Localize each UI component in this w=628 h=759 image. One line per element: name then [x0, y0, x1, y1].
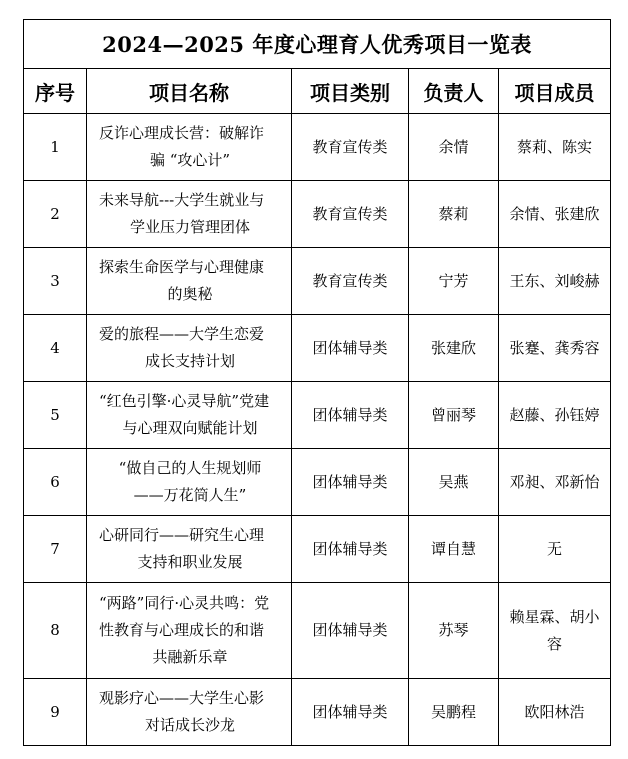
project-name-line: 骗 “攻心计”	[149, 151, 231, 169]
row-leader: 余情	[409, 114, 499, 181]
row-category: 团体辅导类	[292, 679, 409, 746]
row-leader: 吴燕	[409, 449, 499, 516]
header-project-name: 项目名称	[87, 69, 292, 114]
row-members: 余情、张建欣	[499, 181, 611, 248]
table-row	[24, 516, 611, 583]
row-category: 教育宣传类	[292, 114, 409, 181]
project-table-sheet	[23, 19, 611, 746]
table-row	[24, 679, 611, 746]
row-members: 王东、刘峻赫	[499, 248, 611, 315]
row-no: 7	[24, 516, 87, 583]
row-no: 9	[24, 679, 87, 746]
row-no: 8	[24, 583, 87, 679]
project-name-line: ——万花筒人生”	[133, 486, 247, 504]
row-category: 团体辅导类	[292, 516, 409, 583]
row-project-name	[87, 382, 292, 449]
table-title: 2024—2025 年度心理育人优秀项目一览表	[24, 20, 611, 69]
row-members: 蔡莉、陈实	[499, 114, 611, 181]
project-name-line: 心研同行——研究生心理	[99, 526, 265, 544]
project-name-line: 对话成长沙龙	[144, 716, 235, 734]
row-members	[499, 583, 611, 679]
row-category: 团体辅导类	[292, 315, 409, 382]
row-category: 团体辅导类	[292, 583, 409, 679]
row-members: 赵藤、孙钰婷	[499, 382, 611, 449]
row-project-name	[87, 516, 292, 583]
row-no: 6	[24, 449, 87, 516]
project-name-line: “做自己的人生规划师	[118, 459, 262, 477]
header-leader: 负责人	[409, 69, 499, 114]
project-name-line: 成长支持计划	[144, 352, 235, 370]
project-name-line: 爱的旅程——大学生恋爱	[99, 325, 265, 343]
table-row	[24, 382, 611, 449]
table-row	[24, 583, 611, 679]
row-project-name	[87, 248, 292, 315]
project-name-line: 性教育与心理成长的和谐	[99, 621, 265, 639]
project-table	[23, 19, 611, 746]
project-name-line: 的奥秘	[167, 285, 213, 303]
project-name-line: 与心理双向赋能计划	[122, 419, 258, 437]
row-project-name	[87, 181, 292, 248]
row-leader: 曾丽琴	[409, 382, 499, 449]
row-members: 邓昶、邓新怡	[499, 449, 611, 516]
row-members: 张蹇、龚秀容	[499, 315, 611, 382]
header-row	[24, 69, 611, 114]
row-project-name	[87, 679, 292, 746]
row-project-name	[87, 114, 292, 181]
row-category: 团体辅导类	[292, 449, 409, 516]
header-no: 序号	[24, 69, 87, 114]
project-name-line: 反诈心理成长营：破解诈	[99, 124, 265, 142]
row-leader: 吴鹏程	[409, 679, 499, 746]
row-leader: 张建欣	[409, 315, 499, 382]
project-name-line: “红色引擎·心灵导航”党建	[99, 392, 270, 410]
project-name-line: 未来导航---大学生就业与	[99, 191, 265, 209]
row-leader: 苏琴	[409, 583, 499, 679]
row-leader: 宁芳	[409, 248, 499, 315]
project-name-line: “两路”同行·心灵共鸣：党	[99, 594, 270, 612]
row-project-name	[87, 315, 292, 382]
table-row	[24, 315, 611, 382]
project-name-line: 观影疗心——大学生心影	[99, 689, 265, 707]
table-row	[24, 449, 611, 516]
row-project-name	[87, 449, 292, 516]
row-category: 教育宣传类	[292, 248, 409, 315]
project-name-line: 学业压力管理团体	[129, 218, 250, 236]
header-members: 项目成员	[499, 69, 611, 114]
table-row	[24, 248, 611, 315]
row-no: 5	[24, 382, 87, 449]
row-no: 3	[24, 248, 87, 315]
row-leader: 谭自慧	[409, 516, 499, 583]
project-name-line: 探索生命医学与心理健康	[99, 258, 265, 276]
row-no: 1	[24, 114, 87, 181]
project-name-line: 支持和职业发展	[137, 553, 243, 571]
row-no: 2	[24, 181, 87, 248]
row-no: 4	[24, 315, 87, 382]
table-row	[24, 181, 611, 248]
row-category: 教育宣传类	[292, 181, 409, 248]
row-category: 团体辅导类	[292, 382, 409, 449]
row-members: 无	[499, 516, 611, 583]
table-row	[24, 114, 611, 181]
row-members: 欧阳林浩	[499, 679, 611, 746]
members-line: 赖星霖、胡小	[509, 607, 600, 626]
project-name-line: 共融新乐章	[152, 648, 228, 666]
row-project-name	[87, 583, 292, 679]
header-category: 项目类别	[292, 69, 409, 114]
members-line: 容	[546, 634, 562, 653]
row-leader: 蔡莉	[409, 181, 499, 248]
